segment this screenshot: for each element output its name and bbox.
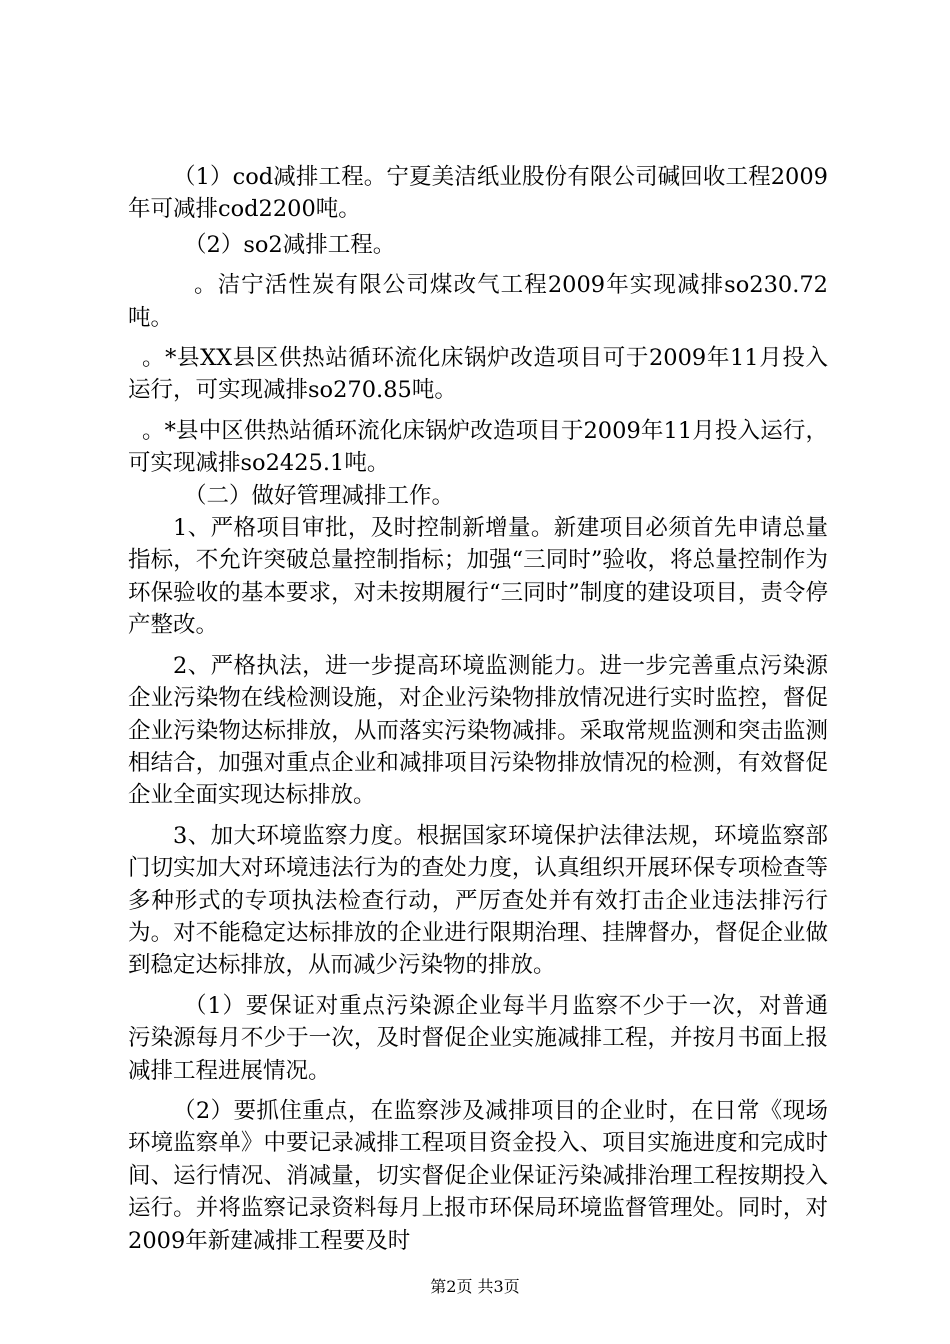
- paragraph-law-enforcement: 2、严格执法，进一步提高环境监测能力。进一步完善重点污染源企业污染物在线检测设施，对企业污染物排放情况进行实时监控，督促企业污染物达标排放，从而落实污染物减排。采取常规监测和突击监测相结合，加强对重点企业和减排项目污染物排放情况的检测，有效督促企业全面实现达标排放。: [128, 652, 828, 809]
- page-number: 第2页 共3页: [430, 1277, 520, 1296]
- paragraph-inspection-frequency: （1）要保证对重点污染源企业每半月监察不少于一次，对普通污染源每月不少于一次，及时督促企业实施减排工程，并按月书面上报减排工程进展情况。: [128, 992, 828, 1084]
- paragraph-key-points: （2）要抓住重点，在监察涉及减排项目的企业时，在日常《现场环境监察单》中要记录减排工程项目资金投入、项目实施进度和完成时间、运行情况、消减量，切实督促企业保证污染减排治理工程按期投入运行。并将监察记录资料每月上报市环保局环境监督管理处。同时，对2009年新建减排工程要及时: [128, 1097, 828, 1254]
- paragraph-activated-carbon: 。洁宁活性炭有限公司煤改气工程2009年实现减排so230.72吨。: [128, 272, 828, 331]
- paragraph-cod-project: （1）cod减排工程。宁夏美洁纸业股份有限公司碱回收工程2009年可减排cod2200吨。: [128, 164, 828, 223]
- document-body: [128, 161, 828, 1257]
- paragraph-management-heading: （二）做好管理减排工作。: [184, 482, 455, 509]
- paragraph-heating-station-1: 。*县XX县区供热站循环流化床锅炉改造项目可于2009年11月投入运行，可实现减排so270.85吨。: [128, 345, 828, 404]
- paragraph-project-approval: 1、严格项目审批，及时控制新增量。新建项目必须首先申请总量指标，不允许突破总量控制指标；加强“三同时”验收，将总量控制作为环保验收的基本要求，对未按期履行“三同时”制度的建设项目，责令停产整改。: [128, 515, 828, 639]
- paragraph-supervision: 3、加大环境监察力度。根据国家环境保护法律法规，环境监察部门切实加大对环境违法行为的查处力度，认真组织开展环保专项检查等多种形式的专项执法检查行动，严厉查处并有效打击企业违法排污行为。对不能稳定达标排放的企业进行限期治理、挂牌督办，督促企业做到稳定达标排放，从而减少污染物的排放。: [128, 822, 828, 979]
- paragraph-so2-project: （2）so2减排工程。: [184, 231, 396, 258]
- paragraph-heating-station-2: 。*县中区供热站循环流化床锅炉改造项目于2009年11月投入运行，可实现减排so2425.1吨。: [128, 417, 828, 477]
